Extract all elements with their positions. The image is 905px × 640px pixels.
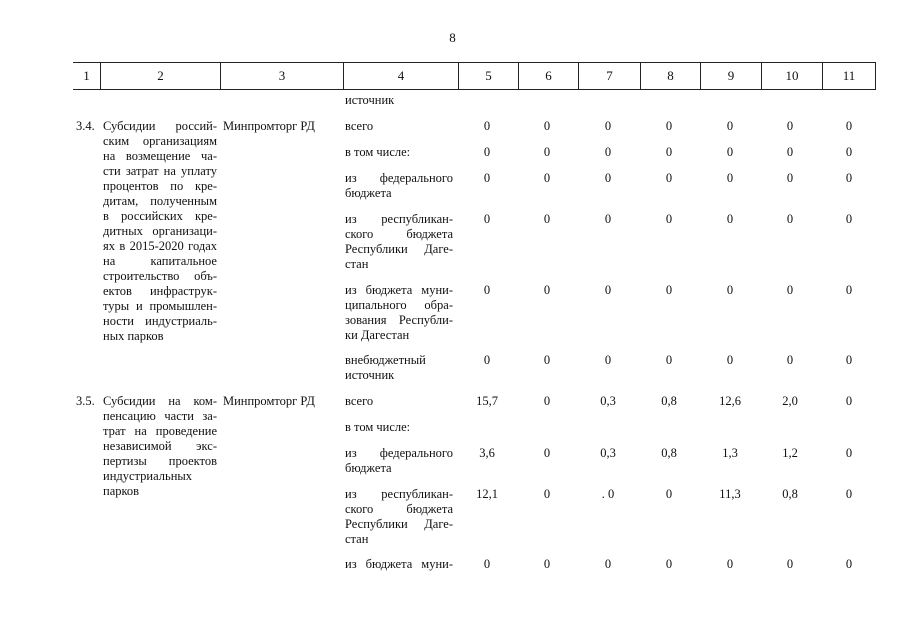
value-cell: 0 [726,171,734,185]
value-cell: 0 [845,283,853,297]
value-cell: 0 [726,557,734,571]
value-cell: 0 [665,283,673,297]
header-col-4: 4 [343,63,458,89]
source-label: из бюджета муни- [345,283,453,297]
value-cell: 0 [726,353,734,367]
value-cell: 0 [845,119,853,133]
value-cell: 0 [845,145,853,159]
value-cell: 0 [786,283,794,297]
source-label: зования Республи- [345,313,453,327]
value-cell: 0 [786,557,794,571]
value-cell: 0 [604,353,612,367]
value-cell: 0 [483,212,491,226]
header-col-1: 1 [83,68,90,83]
value-cell: 0 [483,353,491,367]
source-label: ского бюджета [345,502,453,516]
value-cell: 0 [845,171,853,185]
value-cell: 0 [726,283,734,297]
source-label: всего [345,394,374,408]
value-cell: 0 [543,212,551,226]
source-label: бюджета [345,461,392,475]
value-cell: 3,6 [479,446,495,460]
value-cell: 15,7 [476,394,498,408]
value-cell: 0 [786,353,794,367]
header-col-2: 2 [100,63,220,89]
value-cell: 0,3 [600,446,616,460]
value-cell: 0 [604,171,612,185]
value-cell: 0 [543,446,551,460]
value-cell: 0 [786,145,794,159]
source-label: ского бюджета [345,227,453,241]
header-col-8: 8 [640,63,700,89]
header-col-7: 7 [578,63,640,89]
value-cell: 0 [845,487,853,501]
value-cell: 0 [543,171,551,185]
value-cell: 0 [604,145,612,159]
value-cell: 0,8 [661,446,677,460]
value-cell: 0 [543,394,551,408]
source-label: из республикан- [345,487,453,501]
value-cell: 0 [726,119,734,133]
value-cell: 0 [665,212,673,226]
source-label: из республикан- [345,212,453,226]
value-cell: 0 [543,353,551,367]
value-cell: 0 [543,487,551,501]
source-label: из федерального [345,171,453,185]
value-cell: 0 [665,171,673,185]
value-cell: 0 [604,212,612,226]
value-cell: 0 [483,171,491,185]
row-executor: Минпромторг РД [223,119,315,133]
value-cell: . 0 [601,487,615,501]
value-cell: 0 [845,446,853,460]
value-cell: 1,2 [782,446,798,460]
row-number: 3.5. [76,394,95,408]
value-cell: 0 [786,119,794,133]
value-cell: 0,3 [600,394,616,408]
value-cell: 0 [483,283,491,297]
value-cell: 11,3 [719,487,741,501]
value-cell: 0 [726,145,734,159]
source-label: бюджета [345,186,392,200]
header-col-10: 10 [761,63,822,89]
row-number: 3.4. [76,119,95,133]
value-cell: 1,3 [722,446,738,460]
value-cell: 0 [665,487,673,501]
value-cell: 0 [665,557,673,571]
value-cell: 12,1 [476,487,498,501]
value-cell: 12,6 [719,394,741,408]
value-cell: 0,8 [661,394,677,408]
row-executor: Минпромторг РД [223,394,315,408]
header-col-6: 6 [518,63,578,89]
value-cell: 2,0 [782,394,798,408]
value-cell: 0 [543,283,551,297]
source-label: из федерального [345,446,453,460]
source-label: ципального обра- [345,298,453,312]
header-col-5: 5 [458,63,518,89]
value-cell: 0 [845,557,853,571]
value-cell: 0 [483,557,491,571]
value-cell: 0 [483,119,491,133]
value-cell: 0 [543,145,551,159]
value-cell: 0 [604,119,612,133]
value-cell: 0,8 [782,487,798,501]
value-cell: 0 [604,283,612,297]
source-label: всего [345,119,374,133]
source-label: стан [345,257,369,271]
value-cell: 0 [786,212,794,226]
value-cell: 0 [665,353,673,367]
value-cell: 0 [726,212,734,226]
table-header-row [73,62,876,90]
value-cell: 0 [543,119,551,133]
value-cell: 0 [845,353,853,367]
value-cell: 0 [543,557,551,571]
source-label: ки Дагестан [345,328,410,342]
value-cell: 0 [845,394,853,408]
value-cell: 0 [604,557,612,571]
source-label: Республики Даге- [345,517,453,531]
value-cell: 0 [845,212,853,226]
page-number: 8 [449,30,456,45]
value-cell: 0 [786,171,794,185]
header-col-11: 11 [822,63,876,89]
source-label: в том числе: [345,420,411,434]
value-cell: 0 [665,119,673,133]
header-col-3: 3 [220,63,343,89]
source-label: внебюджетный [345,353,426,367]
source-label: в том числе: [345,145,411,159]
value-cell: 0 [483,145,491,159]
value-cell: 0 [665,145,673,159]
top-fragment: источник [345,93,395,107]
header-col-9: 9 [700,63,761,89]
source-label: источник [345,368,395,382]
source-label: из бюджета муни- [345,557,453,571]
source-label: Республики Даге- [345,242,453,256]
source-label: стан [345,532,369,546]
